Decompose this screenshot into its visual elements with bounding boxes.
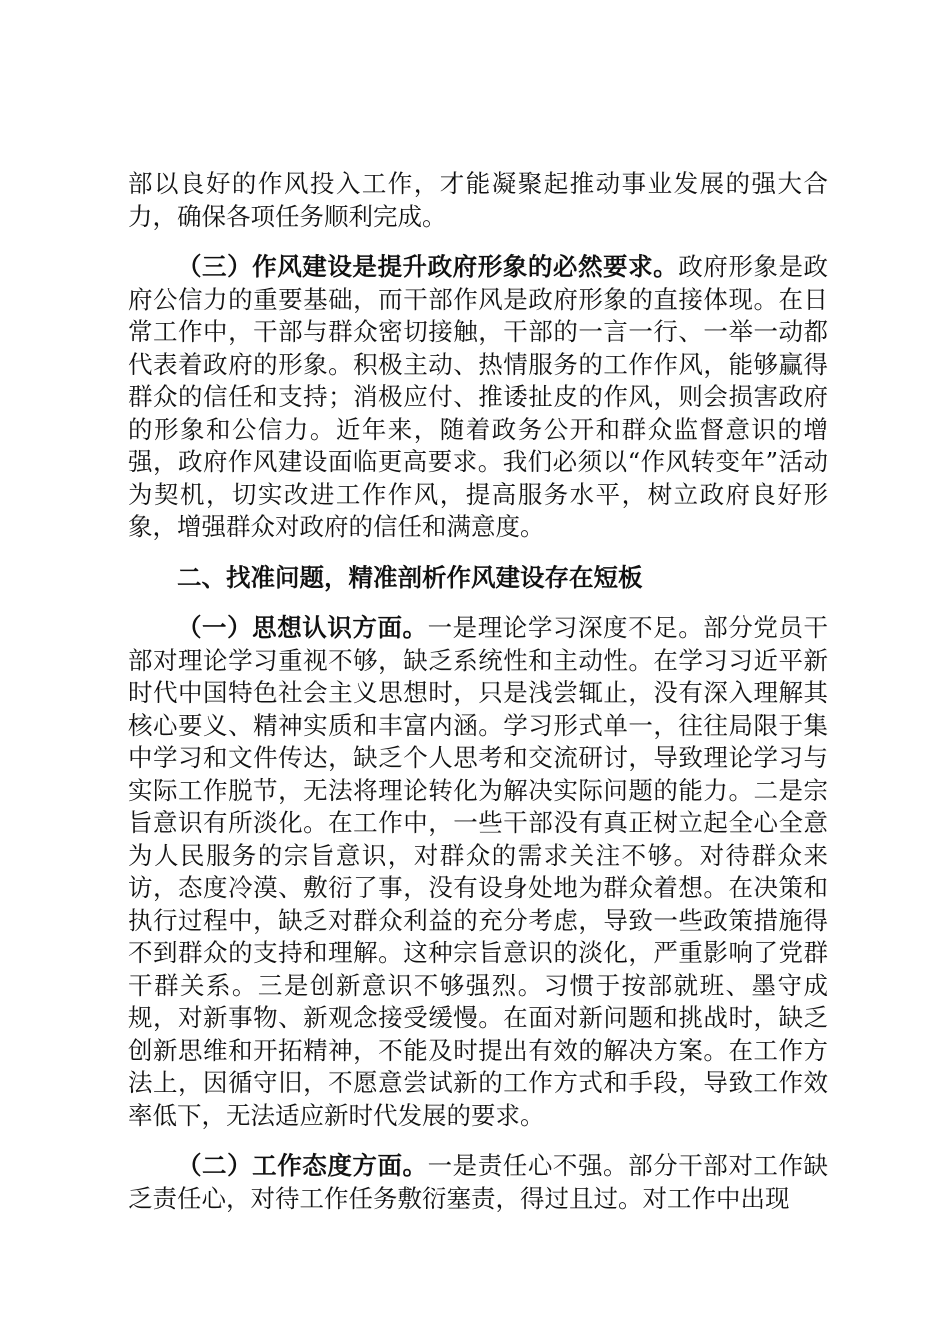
paragraph-lead: （二）工作态度方面。	[177, 1151, 428, 1180]
paragraph-continued	[128, 168, 828, 233]
document-body	[128, 168, 828, 1233]
paragraph-work-attitude	[128, 1150, 828, 1215]
paragraph-lead: （一）思想认识方面。	[177, 613, 428, 642]
paragraph-text: 政府形象是政府公信力的重要基础，而干部作风是政府形象的直接体现。在日常工作中，干部与群众密切接触，干部的一言一行、一举一动都代表着政府的形象。积极主动、热情服务的工作作风，能够赢得群众的信任和支持；消极应付、推诿扯皮的作风，则会损害政府的形象和公信力。近年来，随着政务公开和群众监督意识的增强，政府作风建设面临更高要求。我们必须以“作风转变年”活动为契机，切实改进工作作风，提高服务水平，树立政府良好形象，增强群众对政府的信任和满意度。	[128, 252, 829, 541]
section-heading: 二、找准问题，精准剖析作风建设存在短板	[177, 562, 643, 592]
paragraph-government-image	[128, 251, 828, 544]
paragraph-text: 一是理论学习深度不足。部分党员干部对理论学习重视不够，缺乏系统性和主动性。在学习习近平新时代中国特色社会主义思想时，只是浅尝辄止，没有深入理解其核心要义、精神实质和丰富内涵。学习形式单一，往往局限于集中学习和文件传达，缺乏个人思考和交流研讨，导致理论学习与实际工作脱节，无法将理论转化为解决实际问题的能力。二是宗旨意识有所淡化。在工作中，一些干部没有真正树立起全心全意为人民服务的宗旨意识，对群众的需求关注不够。对待群众来访，态度冷漠、敷衍了事，没有设身处地为群众着想。在决策和执行过程中，缺乏对群众利益的充分考虑，导致一些政策措施得不到群众的支持和理解。这种宗旨意识的淡化，严重影响了党群干群关系。三是创新意识不够强烈。习惯于按部就班、墨守成规，对新事物、新观念接受缓慢。在面对新问题和挑战时，缺乏创新思维和开拓精神，不能及时提出有效的解决方案。在工作方法上，因循守旧，不愿意尝试新的工作方式和手段，导致工作效率低下，无法适应新时代发展的要求。	[128, 613, 829, 1130]
paragraph-lead: （三）作风建设是提升政府形象的必然要求。	[177, 252, 679, 281]
paragraph-ideological-understanding	[128, 612, 828, 1132]
paragraph-text: 一是责任心不强。部分干部对工作缺乏责任心，对待工作任务敷衍塞责，得过且过。对工作中出现	[128, 1151, 829, 1213]
paragraph-text: 部以良好的作风投入工作，才能凝聚起推动事业发展的强大合力，确保各项任务顺利完成。	[128, 169, 828, 231]
